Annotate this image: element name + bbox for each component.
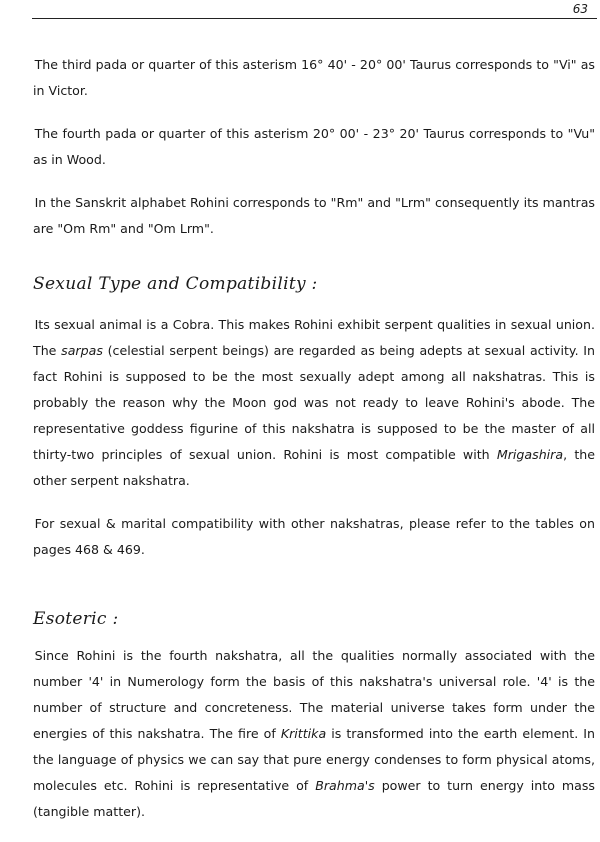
page-content xyxy=(33,52,595,842)
text-run: Since Rohini is the fourth nakshatra, all the qualities normally associated with the number '4' in Numerology form the basis of this nakshatra's universal role. '4' is the number of structure and concreteness. The material universe takes form under the energies of this nakshatra. The fire of xyxy=(33,648,595,741)
text-run: (celestial serpent beings) are regarded as being adepts at sexual activity. In fact Rohini is supposed to be the most sexually adept among all nakshatras. This is probably the reason why the Moon god was not ready to leave Rohini's abode. The representative goddess figurine of this nakshatra is supposed to be the master of all thirty-two principles of sexual union. Rohini is most compatible with xyxy=(33,343,595,462)
paragraph-sanskrit-mantras: In the Sanskrit alphabet Rohini corresponds to "Rm" and "Lrm" consequently its mantras are "Om Rm" and "Om Lrm". xyxy=(33,195,595,236)
paragraph-sexual-animal xyxy=(33,312,595,494)
text-run: power to turn energy into mass (tangible matter). xyxy=(33,778,595,819)
section-heading-sexual-type: Sexual Type and Compatibility : xyxy=(33,274,318,294)
text-run: Its sexual animal is a Cobra. This makes Rohini exhibit serpent qualities in sexual union. The xyxy=(33,317,595,358)
paragraph-compatibility-reference: For sexual & marital compatibility with other nakshatras, please refer to the tables on pages 468 & 469. xyxy=(33,516,595,557)
paragraph-third-pada: The third pada or quarter of this asterism 16° 40' - 20° 00' Taurus corresponds to "Vi" as in Victor. xyxy=(33,57,595,98)
term-sarpas: sarpas xyxy=(61,343,103,358)
text-run: , the other serpent nakshatra. xyxy=(33,447,595,488)
term-brahma: Brahma's xyxy=(315,778,375,793)
header-rule xyxy=(32,18,597,19)
paragraph-esoteric xyxy=(33,643,595,825)
term-mrigashira: Mrigashira xyxy=(496,447,564,462)
text-run: is transformed into the earth element. In the language of physics we can say that pure energy condenses to form physical atoms, molecules etc. Rohini is representative of xyxy=(33,726,595,793)
section-heading-esoteric: Esoteric : xyxy=(33,609,119,629)
paragraph-fourth-pada: The fourth pada or quarter of this asterism 20° 00' - 23° 20' Taurus corresponds to "Vu" as in Wood. xyxy=(33,126,595,167)
page-number: 63 xyxy=(572,2,588,16)
term-krittika: Krittika xyxy=(280,726,327,741)
